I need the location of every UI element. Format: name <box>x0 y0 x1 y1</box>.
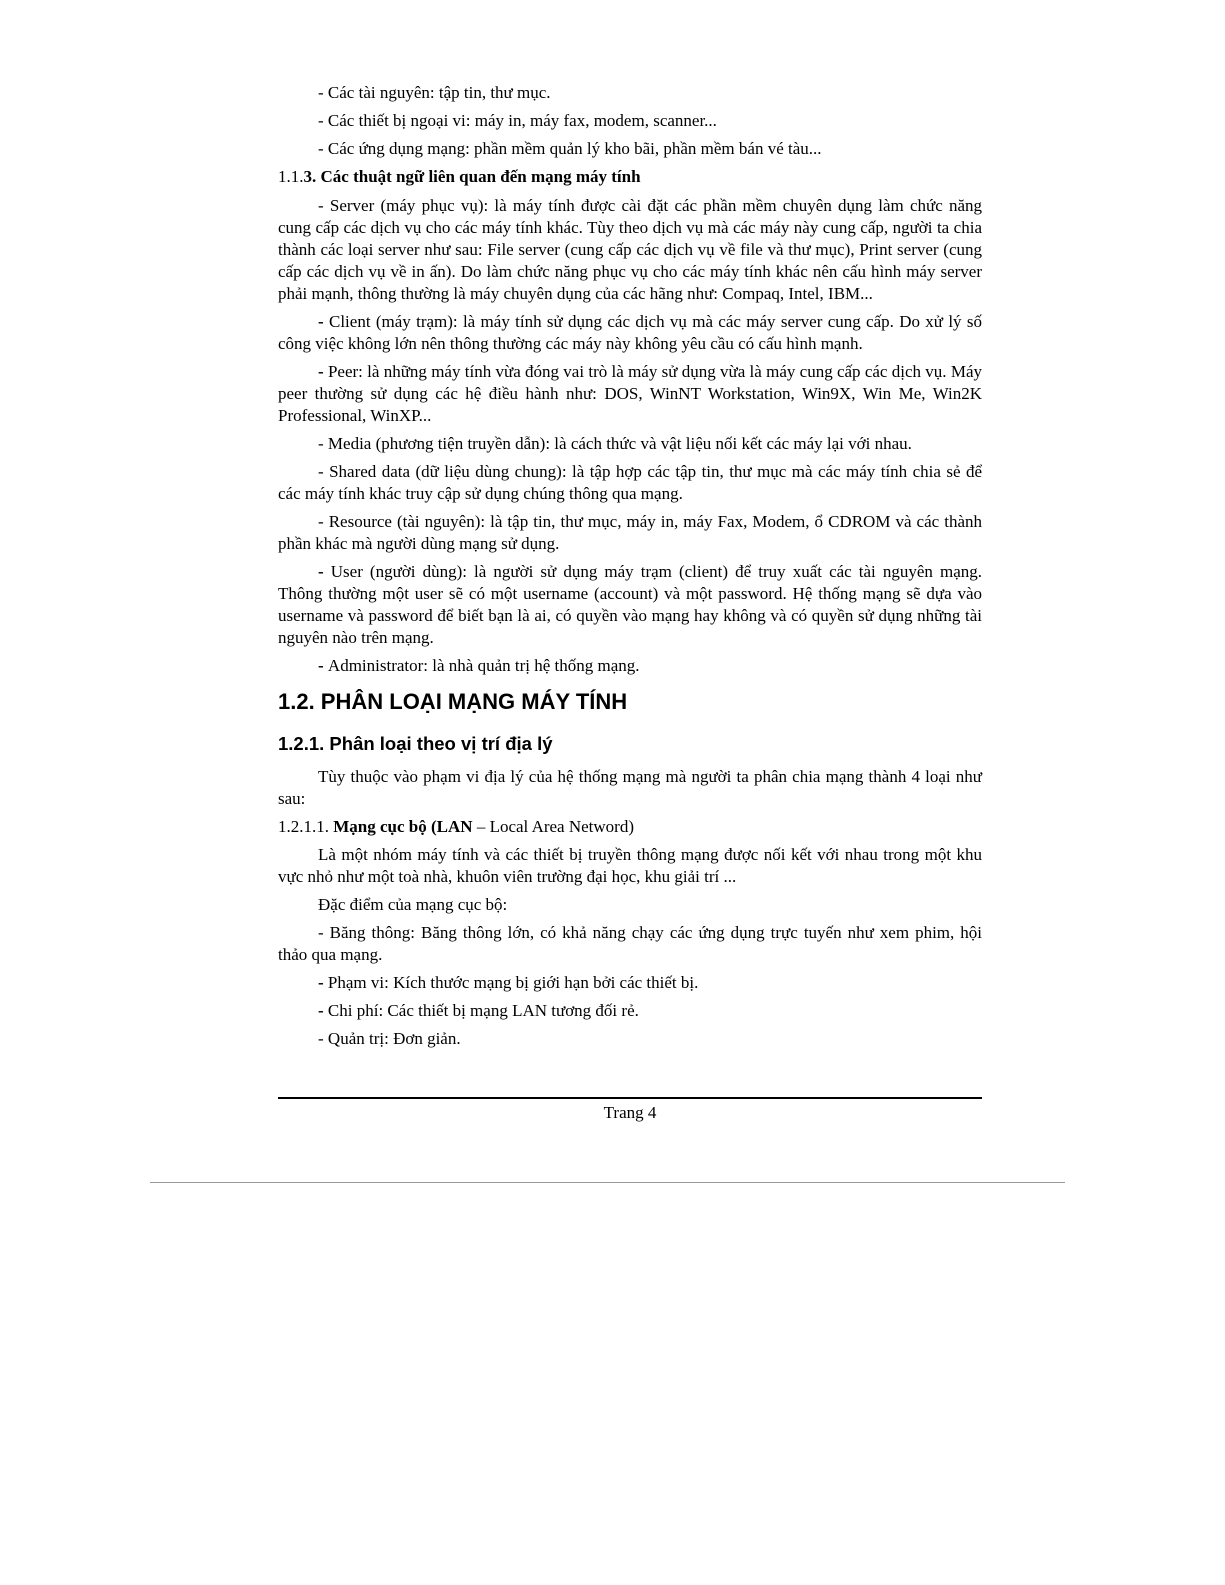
paragraph-resource <box>278 511 982 555</box>
text-segment: 1.1. <box>278 167 304 186</box>
paragraph-shared-data <box>278 461 982 505</box>
text-segment: - Các ứng dụng mạng: phần mềm quản lý kho bãi, phần mềm bán vé tàu... <box>318 139 822 158</box>
text-segment: - <box>318 362 328 381</box>
paragraph-user <box>278 561 982 649</box>
text-segment: - Các thiết bị ngoại vi: máy in, máy fax, modem, scanner... <box>318 111 717 130</box>
bullet-network-apps <box>278 138 982 160</box>
section-heading-1-2 <box>278 687 982 717</box>
page-number: Trang 4 <box>603 1103 657 1122</box>
text-segment: - <box>318 973 328 992</box>
section-heading-1-2-1-1 <box>278 816 982 838</box>
text-segment: 1.2.1.1. <box>278 817 334 836</box>
text-segment: – Local Area Netword) <box>476 817 634 836</box>
text-segment: Administrator: là nhà quản trị hệ thống mạng. <box>327 656 640 675</box>
text-segment: Tùy thuộc vào phạm vi địa lý của hệ thống mạng mà người ta phân chia mạng thành 4 loại như sau: <box>278 767 982 808</box>
document-content <box>278 82 982 1056</box>
text-segment: User (người dùng): là người sử dụng máy trạm (client) để truy xuất các tài nguyên mạng. Thông thường một user sẽ có một username (account) và một password. Hệ thống mạng sẽ dựa vào username và password để biết bạn là ai, có quyền vào mạng hay không và có quyền sử dụng những tài nguyên nào trên mạng. <box>278 562 982 647</box>
text-segment: 3. Các thuật ngữ liên quan đến mạng máy tính <box>303 167 641 186</box>
text-segment: - Resource (tài nguyên): là tập tin, thư mục, máy in, máy Fax, Modem, ổ CDROM và các thành phần khác mà người dùng mạng sử dụng. <box>278 512 982 553</box>
paragraph-lan-definition <box>278 844 982 888</box>
text-segment: - <box>318 1001 328 1020</box>
bullet-cost <box>278 1000 982 1022</box>
text-segment: Phạm vi: Kích thước mạng bị giới hạn bởi các thiết bị. <box>327 973 699 992</box>
text-segment: 1.2. PHÂN LOẠI MẠNG MÁY TÍNH <box>278 689 628 714</box>
text-segment: Peer: là những máy tính vừa đóng vai trò là máy sử dụng vừa là máy cung cấp các dịch vụ. Máy peer thường sử dụng các hệ điều hành như: DOS, WinNT Workstation, Win9X, Win Me, Win2K Professional, WinXP... <box>278 362 982 425</box>
paragraph-administrator <box>278 655 982 677</box>
bullet-peripherals <box>278 110 982 132</box>
page-break-divider <box>150 1182 1065 1183</box>
paragraph-client <box>278 311 982 355</box>
bullet-resources <box>278 82 982 104</box>
bullet-scope <box>278 972 982 994</box>
paragraph-intro-classification <box>278 766 982 810</box>
text-segment: - Media (phương tiện truyền dẫn): là cách thức và vật liệu nối kết các máy lại với nhau. <box>318 434 912 453</box>
text-segment: - <box>318 312 329 331</box>
paragraph-server <box>278 195 982 305</box>
bullet-bandwidth <box>278 922 982 966</box>
text-segment: - Server (máy phục vụ): là máy tính được cài đặt các phần mềm chuyên dụng làm chức năng cung cấp các dịch vụ cho các máy tính khác. Tùy theo dịch vụ mà các máy này cung cấp, người ta chia thành các loại server như sau: File server (cung cấp các dịch vụ về file và thư mục), Print server (cung cấp các dịch vụ về in ấn). Do làm chức năng phục vụ cho các máy tính khác nên cấu hình máy server phải mạnh, thông thường là máy chuyên dụng của các hãng như: Compaq, Intel, IBM... <box>278 196 982 303</box>
text-segment: 1.2.1. Phân loại theo vị trí địa lý <box>278 733 553 754</box>
text-segment: - Shared data (dữ liệu dùng chung): là tập hợp các tập tin, thư mục mà các máy tính chia sẻ để các máy tính khác truy cập sử dụng chúng thông qua mạng. <box>278 462 982 503</box>
footer-rule <box>278 1097 982 1099</box>
text-segment: - Băng thông: Băng thông lớn, có khả năng chạy các ứng dụng trực tuyến như xem phim, hội thảo qua mạng. <box>278 923 982 964</box>
text-segment: Mạng cục bộ (LAN <box>333 817 477 836</box>
text-segment: Đặc điểm của mạng cục bộ: <box>318 895 508 914</box>
section-heading-1-1-3 <box>278 166 982 188</box>
paragraph-lan-features-intro <box>278 894 982 916</box>
text-segment: Là một nhóm máy tính và các thiết bị truyền thông mạng được nối kết với nhau trong một khu vực nhỏ như một toà nhà, khuôn viên trường đại học, khu giải trí ... <box>278 845 982 886</box>
bullet-administration <box>278 1028 982 1050</box>
text-segment: Client (máy trạm): là máy tính sử dụng các dịch vụ mà các máy server cung cấp. Do xử lý số công việc không lớn nên thông thường các máy này không yêu cầu có cấu hình mạnh. <box>278 312 982 353</box>
text-segment: - <box>318 562 331 581</box>
text-segment: - Quản trị: Đơn giản. <box>318 1029 461 1048</box>
text-segment: Chi phí: Các thiết bị mạng LAN tương đối rẻ. <box>327 1001 639 1020</box>
text-segment: - Các tài nguyên: tập tin, thư mục. <box>318 83 551 102</box>
paragraph-media <box>278 433 982 455</box>
section-heading-1-2-1 <box>278 731 982 756</box>
text-segment: - <box>318 656 328 675</box>
paragraph-peer <box>278 361 982 427</box>
